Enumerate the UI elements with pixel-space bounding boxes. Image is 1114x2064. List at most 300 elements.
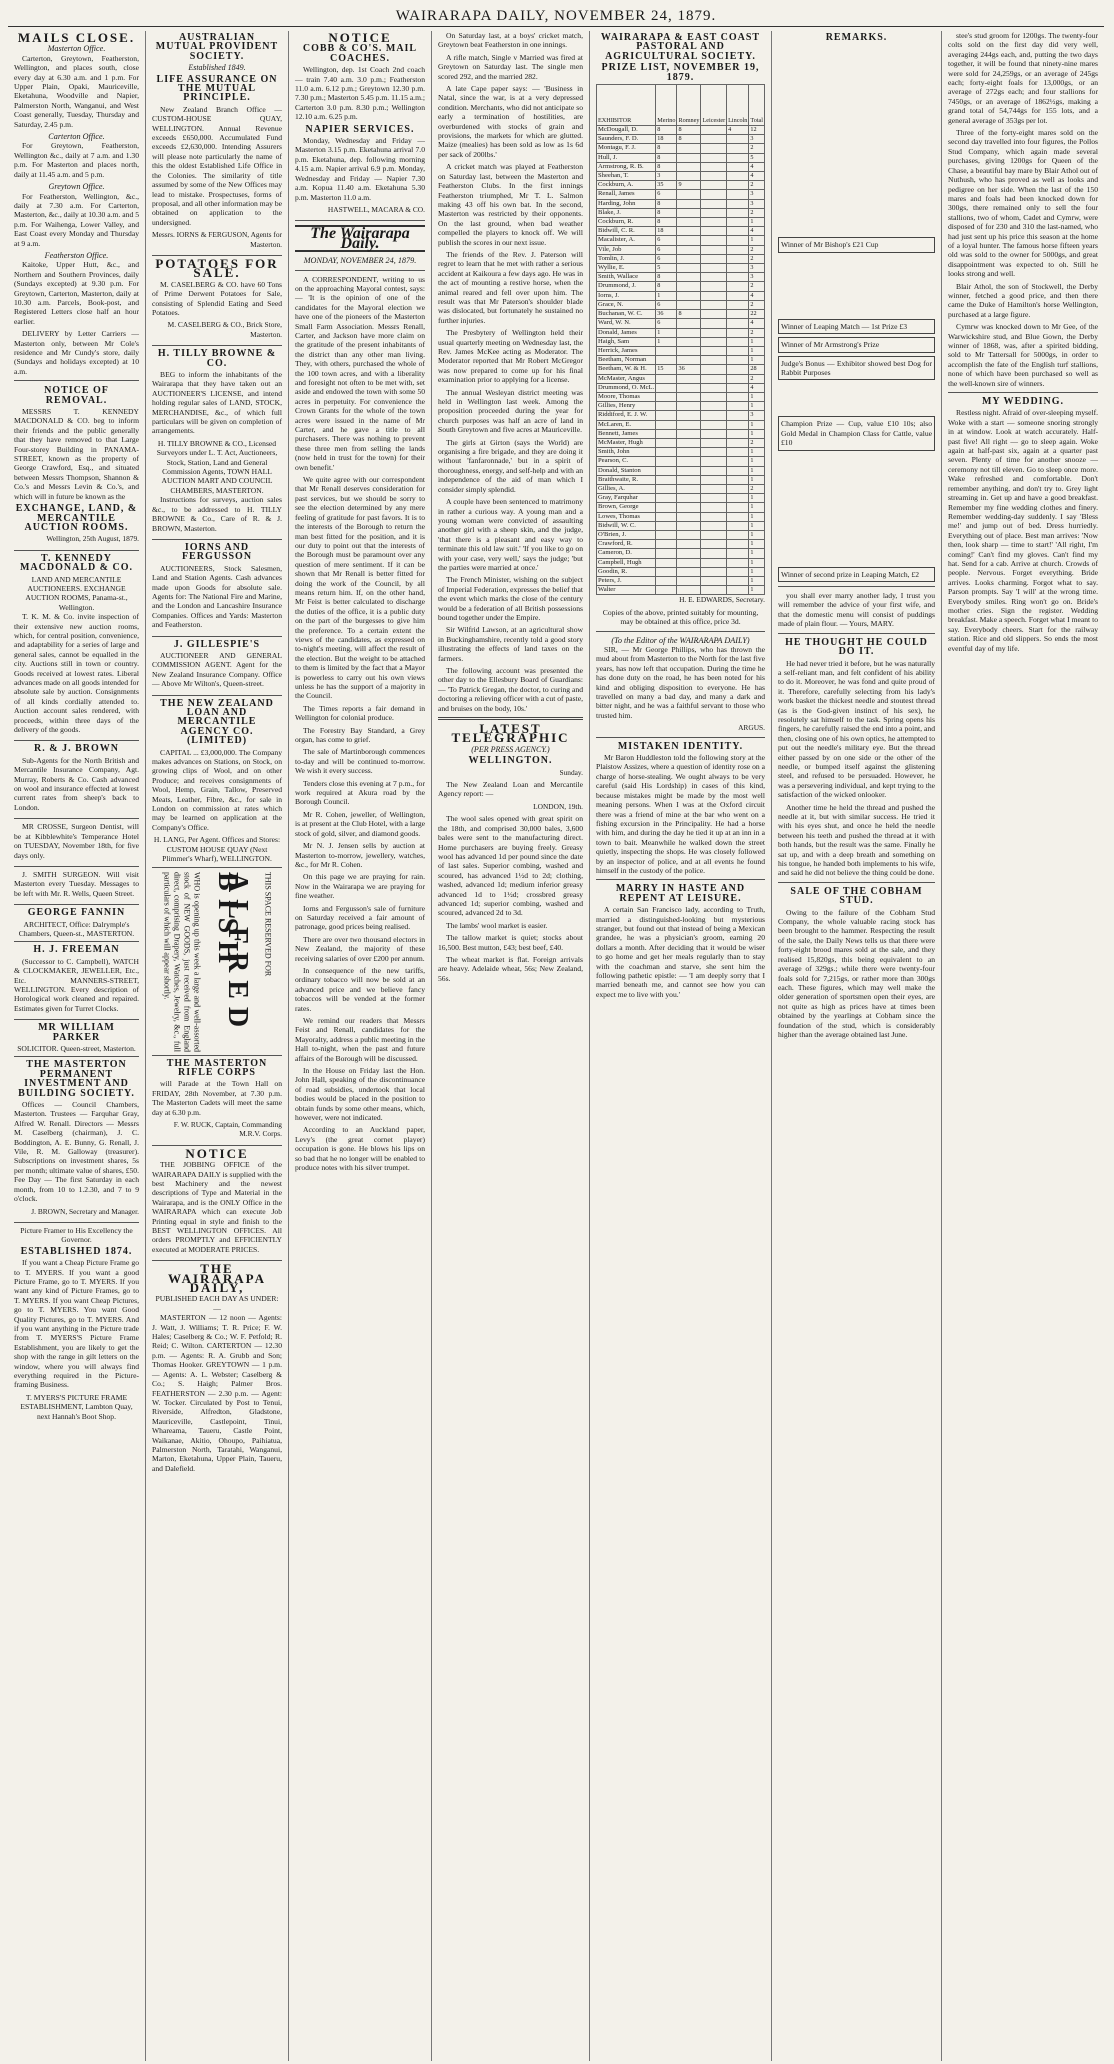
exhibitor-name: Bidwill, C. R. <box>597 227 656 236</box>
col-d-header: Lincoln <box>727 85 749 126</box>
gillespie-title: J. GILLESPIE'S <box>173 638 261 650</box>
points-cell <box>727 475 749 484</box>
points-cell <box>677 402 701 411</box>
points-cell <box>656 484 677 493</box>
exhibitor-name: Drummond, J. <box>597 282 656 291</box>
points-cell: 1 <box>749 494 765 503</box>
points-cell <box>727 337 749 346</box>
points-cell <box>727 521 749 530</box>
jobbing-ad <box>152 1145 282 1261</box>
amp-sub: LIFE ASSURANCE ON THE MUTUAL PRINCIPLE. <box>156 73 278 104</box>
potatoes-ad <box>152 255 282 346</box>
points-cell <box>727 328 749 337</box>
points-cell: 1 <box>656 328 677 337</box>
exhibitor-name: Bidwill, W. C. <box>597 521 656 530</box>
iorns-title: IORNS AND FERGUSSON <box>181 541 253 563</box>
points-cell <box>701 282 727 291</box>
masthead: WAIRARAPA DAILY, NOVEMBER 24, 1879. <box>8 8 1104 27</box>
points-cell: 1 <box>749 356 765 365</box>
points-cell: 8 <box>677 135 701 144</box>
table-row <box>597 484 765 493</box>
points-cell <box>701 337 727 346</box>
amp-ad <box>152 33 282 256</box>
points-cell: 18 <box>656 135 677 144</box>
exhibitor-name: Riddiford, E. J. W. <box>597 411 656 420</box>
points-cell <box>656 521 677 530</box>
points-cell <box>677 273 701 282</box>
column-4 <box>432 31 590 2061</box>
married-text: A certain San Francisco lady, according to Truth, married a distinguished-looking but mysterious stranger, but found out that instead of being a Mexican grandee, he was a physician's groom, earning 20 dollars a month. After deciding that it would be wiser to go home and get her meals regularly than to stay with the coachman and starve, she sent him the following pathetic epistle: — 'I am deeply sorry that I married beneath me, and cannot see how you can expect me to live with you.' <box>596 905 765 999</box>
tilly-note: Instructions for surveys, auction sales &c., to be addressed to H. TILLY BROWNE & Co., Care of R. & J. BROWN, Masterton. <box>152 495 282 533</box>
prize-list-title: PRIZE LIST, NOVEMBER 19, 1879. <box>601 62 760 83</box>
points-cell <box>701 346 727 355</box>
building-title: THE MASTERTON PERMANENT INVESTMENT AND BUILDING SOCIETY. <box>18 1059 135 1099</box>
telegraphic-4: The tallow market is quiet; stocks about 16,500. Best mutton, £43; best beef, £40. <box>438 933 583 952</box>
points-cell <box>656 549 677 558</box>
points-cell <box>701 494 727 503</box>
table-row <box>597 227 765 236</box>
exhibitor-name: Walter <box>597 586 656 595</box>
table-row <box>597 135 765 144</box>
columns <box>8 31 1104 2061</box>
table-row <box>597 199 765 208</box>
exhibitor-name: Pearson, C. <box>597 457 656 466</box>
points-cell: 6 <box>656 319 677 328</box>
table-row <box>597 475 765 484</box>
news-2: A rifle match, Single v Married was fired at Greytown on Saturday last. The single men scored 292, and the married 282. <box>438 52 583 81</box>
points-cell <box>701 153 727 162</box>
exhibitor-name: Montagu, F. J. <box>597 144 656 153</box>
nzloan-text: CAPITAL ... £3,000,000. The Company makes advances on Stations, on Stock, on growing clips of Wool, and on other Produce; and receives consignments of Wool, Hemp, Grain, Tallow, Preserved Meats, Leather, Fibre, &c., for sale in London on commission at rates which may be learned on application at the Company's Office. <box>152 747 282 832</box>
col-a-header: Merino <box>656 85 677 126</box>
points-cell: 3 <box>749 273 765 282</box>
coach-text: Wellington, dep. 1st Coach 2nd coach — train 7.40 a.m. 3.0 p.m.; Featherston 11.0 a.m. 6.12 p.m.; Greytown 12.30 p.m. 7.30 p.m.; Masterton 5.45 p.m. 11.15 a.m.; Carterton 3.0 p.m. 8.30 p.m.; Wellington 12.10 a.m. 6.25 p.m. <box>295 65 425 122</box>
points-cell <box>677 475 701 484</box>
editorial-14: In the House on Friday last the Hon. John Hall, speaking of the discontinuance of road subsidies, undertook that local bodies would be placed in the position to obtain funds by some other means, which, however, were not indicated. <box>295 1066 425 1123</box>
points-cell <box>701 365 727 374</box>
points-cell: 8 <box>656 153 677 162</box>
paper-date: MONDAY, NOVEMBER 24, 1879. <box>303 256 417 266</box>
points-cell <box>656 475 677 484</box>
alfred-bish-ad <box>152 872 282 1056</box>
myers-est: ESTABLISHED 1874. <box>20 1245 133 1257</box>
exhibitor-name: Gray, Farquhar <box>597 494 656 503</box>
points-cell <box>656 567 677 576</box>
nz-loan-ad <box>152 699 282 868</box>
points-cell <box>727 227 749 236</box>
column-1 <box>8 31 146 2061</box>
points-cell: 8 <box>656 208 677 217</box>
table-row <box>597 254 765 263</box>
points-cell <box>727 162 749 171</box>
points-cell <box>701 126 727 135</box>
points-cell <box>701 466 727 475</box>
points-cell <box>656 448 677 457</box>
editorial-13: We remind our readers that Messrs Feist and Renall, candidates for the Mayoralty, address a public meeting in the Hall to-night, when the past and future affairs of the Borough will be discussed. <box>295 1016 425 1063</box>
remarks-head: REMARKS. <box>825 32 888 43</box>
letter-text: SIR, — Mr George Phillips, who has thrown the mud about from Masterton to the North for the last five years, has now left that occupation. During the time he has done duty on the road, he has been noted for his kind and obliging disposition to everyone. He has travelled on many a bad day, and many a dark and bitter night, and he was a faithful servant to those who trusted him. <box>596 645 765 720</box>
thought-title: HE THOUGHT HE COULD DO IT. <box>785 636 928 658</box>
exhibitor-name: Campbell, Hugh <box>597 558 656 567</box>
exhibitor-name: Harding, John <box>597 199 656 208</box>
points-cell: 4 <box>749 291 765 300</box>
table-row <box>597 291 765 300</box>
editorial-1: A CORRESPONDENT, writing to us on the approaching Mayoral contest, says: — 'It is the opinion of one of the candidates for the Mayoral election we have one of the pioneers of the Masterton Small Farm Association. Messrs Renall, Carter, and Jackson have more claim on the gratitude of the present inhabitants of the district than any other man living. They, with others, purchased the whole of the 100 town acres, and with a liberality and foresight not often to be met with, set aside and endowed the town with some 50 acres in perpetuity. For convenience the Crown Grants for the whole of the town acres were issued in the name of Mr Carter, and he gave a title to all purchasers. There was nothing to prevent these three men from selling the lands (now held in trust for the town) for their own benefit.' <box>295 274 425 472</box>
points-cell <box>727 356 749 365</box>
table-row <box>597 576 765 585</box>
points-cell <box>656 466 677 475</box>
editorial-10: Iorns and Fergusson's sale of furniture on Saturday received a fair amount of patronage, good prices being realised. <box>295 903 425 932</box>
points-cell: 8 <box>656 273 677 282</box>
points-cell: 6 <box>656 245 677 254</box>
exhibitor-name: Cockburn, A. <box>597 181 656 190</box>
points-cell: 1 <box>749 236 765 245</box>
points-cell <box>656 457 677 466</box>
points-cell: 8 <box>677 310 701 319</box>
points-cell <box>727 181 749 190</box>
exhibitor-name: O'Brien, J. <box>597 530 656 539</box>
society-title: WAIRARAPA & EAST COAST PASTORAL AND AGRICULTURAL SOCIETY. <box>600 32 761 62</box>
points-cell <box>656 374 677 383</box>
points-cell <box>677 484 701 493</box>
points-cell <box>727 530 749 539</box>
paper-title: The Wairarapa Daily. <box>295 225 425 252</box>
editorial-15: According to an Auckland paper, Levy's (the great cornet player) occupation is gone. He blows his lips on so bad that he no longer will be enabled to produce notes with his silver trumpet. <box>295 1125 425 1173</box>
exhibitor-name: Renall, James <box>597 190 656 199</box>
points-cell <box>727 392 749 401</box>
points-cell: 8 <box>656 144 677 153</box>
exhibitor-name: Lowes, Thomas <box>597 512 656 521</box>
points-cell <box>701 328 727 337</box>
points-cell <box>727 264 749 273</box>
points-cell <box>727 402 749 411</box>
bish-vertical-text: WHO is opening up this week a large and well-assorted stock of NEW GOODS, just received from England direct, comprising Drapery, Watches, Jewelry, &c., full particulars of which will appear shortly. <box>162 871 202 1052</box>
points-cell <box>701 549 727 558</box>
parker-ad <box>14 1023 139 1057</box>
points-cell: 6 <box>656 236 677 245</box>
telegraphic-sub: (PER PRESS AGENCY.) <box>471 744 550 754</box>
points-cell: 36 <box>677 365 701 374</box>
points-cell <box>727 540 749 549</box>
points-cell <box>701 383 727 392</box>
points-cell: 4 <box>749 162 765 171</box>
news-1: On Saturday last, at a boys' cricket match, Greytown beat Featherston in one innings. <box>438 31 583 50</box>
points-cell: 1 <box>749 540 765 549</box>
points-cell: 8 <box>656 199 677 208</box>
table-row <box>597 144 765 153</box>
bish-vertical-name: ALFRED BISH <box>211 871 253 1035</box>
exhibitor-name: Haigh, Sam <box>597 337 656 346</box>
mistaken-title: MISTAKEN IDENTITY. <box>617 740 744 752</box>
brown-title: R. & J. BROWN <box>34 743 119 755</box>
points-cell: 8 <box>656 282 677 291</box>
points-cell <box>677 558 701 567</box>
points-cell <box>701 199 727 208</box>
table-row <box>597 356 765 365</box>
table-row <box>597 153 765 162</box>
removal-ad <box>14 380 139 551</box>
column-2 <box>146 31 289 2061</box>
table-row <box>597 420 765 429</box>
greytown-office-head: Greytown Office. <box>48 182 105 192</box>
points-cell: 1 <box>656 291 677 300</box>
cobham-text: Owing to the failure of the Cobham Stud Company, the whole valuable racing stock has been brought to the hammer. Respecting the result of the sale, the Daily News tells us that there were forty-eight brood mares sold at the sale, and they realised 15,820gs, this being equivalent to an average of 329gs.; while there were twenty-four foals sold for 7,215gs, or rather more than 300gs each. These figures, which may well make the older generation of sportsmen open their eyes, are not quite as high as prices have at times been obtained by the yearlings at Cobham since the foundation of the stud, which is considerably higher than the average obtained last June. <box>778 907 935 1039</box>
points-cell <box>701 172 727 181</box>
points-cell <box>727 365 749 374</box>
points-cell <box>727 153 749 162</box>
points-cell <box>656 411 677 420</box>
points-cell <box>701 300 727 309</box>
table-row <box>597 411 765 420</box>
points-cell: 2 <box>749 438 765 447</box>
table-row <box>597 181 765 190</box>
table-row <box>597 218 765 227</box>
news-5: The friends of the Rev. J. Paterson will regret to learn that he met with rather a serious accident at Kaikoura a few days ago. He was in the act of mounting a restive horse, when the animal reared and fell over upon him. The result was that Mr Paterson's shoulder blade was dislocated, but fortunately he sustained no further injuries. <box>438 249 583 325</box>
points-cell <box>677 208 701 217</box>
telegraphic-5: The wheat market is flat. Foreign arrivals are heavy. Adelaide wheat, 56s; New Zealand, 56s. <box>438 954 583 983</box>
carterton-office-head: Carterton Office. <box>48 132 105 142</box>
points-cell: 4 <box>749 172 765 181</box>
points-cell <box>727 291 749 300</box>
editorial-3: The Times reports a fair demand in Wellington for colonial produce. <box>295 703 425 723</box>
table-sig: H. E. EDWARDS, Secretary. <box>679 595 765 605</box>
masterton-mails: Carterton, Greytown, Featherston, Wellington, and places south, close every day at 6.30 a.m. and 1 p.m. For Upper Plain, Opaki, Mauriceville, Eketahuna, Woodville and Napier, Palmerston North, Wanganui, and West Coast generally, Tuesday, Thursday and Saturday, 2.45 p.m. <box>14 53 139 129</box>
remark-6: Winner of second prize in Leaping Match, £2 <box>778 567 935 582</box>
points-cell <box>677 567 701 576</box>
points-cell: 2 <box>749 181 765 190</box>
points-cell <box>727 300 749 309</box>
exhibitor-name: Iorns, J. <box>597 291 656 300</box>
thought-text: He had never tried it before, but he was naturally a self-reliant man, and felt confident of his ability to do it. Moreover, he was fond and quite proud of it. Therefore, carefully selecting from his lady's work basket the thickest needle and stoutest thread (as is the God-given instinct of his sex), he resolutely sat himself to the task. Spring opens his fingers, he carefully raised the end into a point, and then, closing one of his own optics, he attempted to put out the needle's military eye. But the thread either passed by on one side or the other of the needle, or bumped itself against the glistening steel, and refused to be persuaded. However, he was a persevering individual, and kept trying to the satisfaction of the wicked onlooker. <box>778 658 935 800</box>
points-cell <box>656 503 677 512</box>
points-cell <box>677 319 701 328</box>
points-cell <box>727 282 749 291</box>
points-cell <box>656 494 677 503</box>
nzloan-title: THE NEW ZEALAND LOAN AND MERCANTILE AGENCY CO. (LIMITED) <box>160 697 274 747</box>
exhibitor-name: Hull, J. <box>597 153 656 162</box>
column-3 <box>289 31 432 2061</box>
points-cell <box>656 429 677 438</box>
smith-ad <box>14 870 139 905</box>
smith-text: J. SMITH SURGEON. Will visit Masterton every Tuesday. Messages to be left with Mr. R. Wells, Queen Street. <box>14 869 139 898</box>
points-cell: 6 <box>656 254 677 263</box>
exhibitor-name: Vile, Job <box>597 245 656 254</box>
news-9: A couple have been sentenced to matrimony in rather a curious way. A young man and a young woman were convicted of assaulting another girl with a sheep skin, and the judge, 'that there is a pleasant and easy way to terminate this old law suit.' 'If you like to go on with your case, very well,' says the judge; 'but the parties were married at once.' <box>438 497 583 572</box>
stud-continued-2: Three of the forty-eight mares sold on the second day travelled into four figures, the Pollos Stud Company, which again made several purchases, giving 1200gs for Queen of the Chase, a beautiful bay mare by Blair Athol out of Nuthush, who has proved as well as looks and pedigree on her side. When the last of the 150 mares and foals had been knocked down for 300gs, there remained only to sell the four stallions, two of whom, Cadet and Cymrw, were disposed of for 230 and 310 the last-named, who had just sent up his price this season at the home of a loyal hunter. The famous horse fifteen years old was sold to the owner for 5000gs, and great disappointment was expected to oh. Still he looks strong and well. <box>948 128 1098 279</box>
table-row <box>597 466 765 475</box>
points-cell <box>677 383 701 392</box>
points-cell <box>677 503 701 512</box>
points-cell: 3 <box>749 135 765 144</box>
points-cell: 8 <box>656 162 677 171</box>
letter-head: (To the Editor of the WAIRARAPA DAILY) <box>611 635 750 645</box>
rifle-text: will Parade at the Town Hall on FRIDAY, 28th November, at 7.30 p.m. The Masterton Cadets will meet the same day at 6.30 p.m. <box>152 1079 282 1117</box>
points-cell <box>656 576 677 585</box>
exhibitor-name: McMaster, Angus <box>597 374 656 383</box>
news-8: The girls at Girton (says the World) are organising a fire brigade, and they are doing it without 'fanfaronnade,' but in a spirit of thoroughness, energy, and self-help and with an independence of the aid of man which I consider simply splendid. <box>438 437 583 494</box>
potatoes-title: POTATOES FOR SALE. <box>155 255 279 281</box>
coach-head: NOTICE <box>328 31 392 45</box>
points-cell: 22 <box>749 310 765 319</box>
coach-title: COBB & CO'S. MAIL COACHES. <box>302 43 418 64</box>
editorial-11: There are over two thousand electors in New Zealand, the majority of these receiving salaries of over £200 per annum. <box>295 934 425 963</box>
points-cell: 1 <box>749 466 765 475</box>
exhibitor-name: Ward, W. N. <box>597 319 656 328</box>
exhibitor-name: Beetham, W. & H. <box>597 365 656 374</box>
tilly-browne-ad <box>152 349 282 540</box>
exhibitor-name: Donald, Stanton <box>597 466 656 475</box>
fannin-text: ARCHITECT, Office: Dalrymple's Chambers, Queen-st., MASTERTON. <box>18 919 135 938</box>
points-cell: 2 <box>749 374 765 383</box>
points-cell <box>656 402 677 411</box>
points-cell: 28 <box>749 365 765 374</box>
table-row <box>597 162 765 171</box>
gillespie-ad <box>152 640 282 696</box>
exhibitor-name: Blake, J. <box>597 208 656 217</box>
points-cell <box>656 438 677 447</box>
prize-table-body <box>597 126 765 595</box>
points-cell <box>727 144 749 153</box>
removal-text: MESSRS T. KENNEDY MACDONALD & CO. beg to inform their friends and the public generally that they have removed to that Large Four-storey Building in PANAMA-STREET, known as the property of George Crawford, Esq., and situated between Messrs Thompson, Shannon & Co.'s and Messrs Levin & Co.'s, and which will in future be known as the <box>14 407 139 501</box>
fannin-ad <box>14 908 139 942</box>
exhibitor-name: Gillies, A. <box>597 484 656 493</box>
news-10: The French Minister, wishing on the subject of Imperial Federation, expresses the belief that the event which marks the close of the century would be a federation of all British possessions bound together under the Empire. <box>438 575 583 622</box>
points-cell <box>701 254 727 263</box>
points-cell <box>727 448 749 457</box>
points-cell <box>677 282 701 291</box>
points-cell <box>701 236 727 245</box>
points-cell <box>701 245 727 254</box>
column-7 <box>942 31 1104 2061</box>
points-cell <box>727 190 749 199</box>
points-cell: 4 <box>749 319 765 328</box>
points-cell: 18 <box>656 227 677 236</box>
building-sig: J. BROWN, Secretary and Manager. <box>31 1206 139 1216</box>
iorns-ad <box>152 543 282 637</box>
column-6 <box>772 31 942 2061</box>
points-cell: 1 <box>749 337 765 346</box>
table-row <box>597 586 765 595</box>
points-cell <box>727 512 749 521</box>
points-cell <box>727 576 749 585</box>
points-cell: 2 <box>749 254 765 263</box>
daily-text: MASTERTON — 12 noon — Agents: J. Watt, J. Williams; T. R. Price; F. W. Hales; Caselberg & Co.; W. F. Petfold; R. Reid; C. Wilton. CARTERTON — 12.30 p.m. — Agents: R. A. Grubb and Son; Thomas Hooker. GREYTOWN — 1 p.m. — Agents: A. L. Webster; Caselberg & Co.; S. Haigh; Palmer Bros. FEATHERSTON — 2.30 p.m. — Agent: W. Tocker. Circulated by Post to Tenui, Riverside, Alfredton, Gladstone, Mauriceville, Castlepoint, Tinui, Whareama, Taueru, Castle Point, Waikanae, Akitio, Ohoupo, Paihiatua, Palmerston North, Taratahi, Wanganui, Marton, Eketahuna, Upper Plain, Taueru, and Dalefield. <box>152 1313 282 1473</box>
tk-title: T. KENNEDY MACDONALD & CO. <box>19 552 134 574</box>
editorial-2: We quite agree with our correspondent that Mr Renall deserves consideration for past services, but we should be sorry to see the election determined by any mere feeling of gratitude for past favors. It is to the interests of the Borough to return the man best fitted for the position, and it is our duty to point out that the interests of the Borough must be paramount over any question of mere sentiment. If it can be shown that Mr Renall is better fitted for doing the work of the Council, by all means return him. If, on the other hand, Mr Feist is better calculated to discharge the duties of the office, it is a public duty on the part of the burgesses to give him the preference. To a certain extent the views of the candidates, as expressed on to-night's meeting, will affect the result of the election. But the weight to be attached to them is limited by the fact that a Mayor is powerless to carry out his own views unless he has the support of a majority in the Council. <box>295 475 425 701</box>
editorial-6: Tenders close this evening at 7 p.m., for work required at Akura road by the Borough Council. <box>295 778 425 807</box>
points-cell <box>727 383 749 392</box>
points-cell: 8 <box>656 218 677 227</box>
points-cell <box>656 540 677 549</box>
points-cell: 3 <box>656 172 677 181</box>
crosse-ad <box>14 822 139 867</box>
points-cell <box>677 254 701 263</box>
points-cell <box>727 438 749 447</box>
news-12: The following account was presented the other day to the Ellesbury Board of Guardians: — 'To Patrick Gregan, the doctor, to curing and doctoring a relieving officer with a cut of paste, and bruises on the body, 10s.' <box>438 666 583 713</box>
letter-continued: you shall ever marry another lady, I trust you will remember the advice of your first wife, and that the domestic menu will consist of puddings made of plain flour. — Yours, MARY. <box>778 591 935 629</box>
points-cell <box>701 402 727 411</box>
points-cell <box>656 346 677 355</box>
telegraphic-2: The wool sales opened with great spirit on the 18th, and comprised 30,000 bales, 3,600 bales were sent to the manufacturing direct. Home purchasers are buying freely. Greasy wool has advanced 1d per pound since the date of last sales. Superior combing, washed and scoured, has advanced 1½d to 2d; clothing, washed, advanced 1d; medium inferior greasy advanced 1d to 1½d; crossbred greasy advanced 1d; superior combing, washed and scoured, advanced 2d to 3d. <box>438 814 583 918</box>
building-society-ad <box>14 1060 139 1223</box>
points-cell <box>677 346 701 355</box>
points-cell <box>677 494 701 503</box>
amp-sig: Messrs. IORNS & FERGUSON, Agents for Masterton. <box>152 230 282 249</box>
exhibitor-name: Grace, N. <box>597 300 656 309</box>
points-cell: 35 <box>656 181 677 190</box>
points-cell <box>701 512 727 521</box>
table-row <box>597 512 765 521</box>
mails-title: MAILS CLOSE. <box>17 31 136 45</box>
removal-sig: Wellington, 25th August, 1879. <box>46 534 139 544</box>
points-cell: 3 <box>749 264 765 273</box>
points-cell: 4 <box>727 126 749 135</box>
table-row <box>597 383 765 392</box>
table-row <box>597 402 765 411</box>
points-cell <box>677 457 701 466</box>
myers-head: Picture Framer to His Excellency the Governor. <box>20 1225 133 1245</box>
editorial-12: In consequence of the new tariffs, ordinary tobacco will now be sold at an advanced price and we believe fancy tobaccos will be vended at the former rates. <box>295 965 425 1013</box>
myers-ad <box>14 1226 139 1421</box>
points-cell <box>727 346 749 355</box>
napier-title: NAPIER SERVICES. <box>305 123 415 135</box>
table-row <box>597 300 765 309</box>
points-cell <box>656 586 677 595</box>
points-cell: 2 <box>749 300 765 309</box>
news-11: Sir Wilfrid Lawson, at an agricultural show in Buckinghamshire, recently told a good story illustrating the effects of land taxes on the farmers. <box>438 625 583 663</box>
points-cell: 12 <box>749 126 765 135</box>
points-cell <box>677 227 701 236</box>
editorial-5: The sale of Martinborough commences to-day and will be continued to-morrow. We wish it every success. <box>295 747 425 776</box>
points-cell: 4 <box>749 383 765 392</box>
points-cell <box>677 540 701 549</box>
points-cell <box>677 429 701 438</box>
fannin-title: GEORGE FANNIN <box>27 907 126 919</box>
daily-sub: PUBLISHED EACH DAY AS UNDER: — <box>155 1294 279 1313</box>
points-cell <box>677 300 701 309</box>
table-row <box>597 530 765 539</box>
points-cell <box>677 530 701 539</box>
points-cell <box>701 558 727 567</box>
table-row <box>597 172 765 181</box>
points-cell <box>677 392 701 401</box>
points-cell: 36 <box>656 310 677 319</box>
points-cell <box>701 503 727 512</box>
points-cell <box>677 328 701 337</box>
telegraphic-day: Sunday. <box>559 767 583 777</box>
points-cell <box>701 135 727 144</box>
points-cell <box>701 576 727 585</box>
points-cell <box>727 236 749 245</box>
points-cell <box>701 567 727 576</box>
exhibitor-name: Gillies, Henry <box>597 402 656 411</box>
exhibitor-name: Macalister, A. <box>597 236 656 245</box>
freeman-text: (Successor to C. Campbell), WATCH & CLOCKMAKER, JEWELLER, Etc., Etc. MANNERS-STREET, WELLINGTON. Every description of Horological work cleaned and repaired. Estimates given for Turret Clocks. <box>14 956 139 1013</box>
table-row <box>597 392 765 401</box>
remark-4: Judge's Bonus — Exhibitor showed best Dog for Rabbit Purposes <box>778 356 935 381</box>
exhibitor-name: McLaren, E. <box>597 420 656 429</box>
points-cell <box>701 227 727 236</box>
points-cell <box>701 310 727 319</box>
napier-sig: HASTWELL, MACARA & CO. <box>327 204 425 214</box>
table-row <box>597 374 765 383</box>
points-cell: 15 <box>656 365 677 374</box>
points-cell <box>677 438 701 447</box>
points-cell <box>701 374 727 383</box>
points-cell <box>701 291 727 300</box>
exhibitor-name: Tomlin, J. <box>597 254 656 263</box>
col-b-header: Romney <box>677 85 701 126</box>
